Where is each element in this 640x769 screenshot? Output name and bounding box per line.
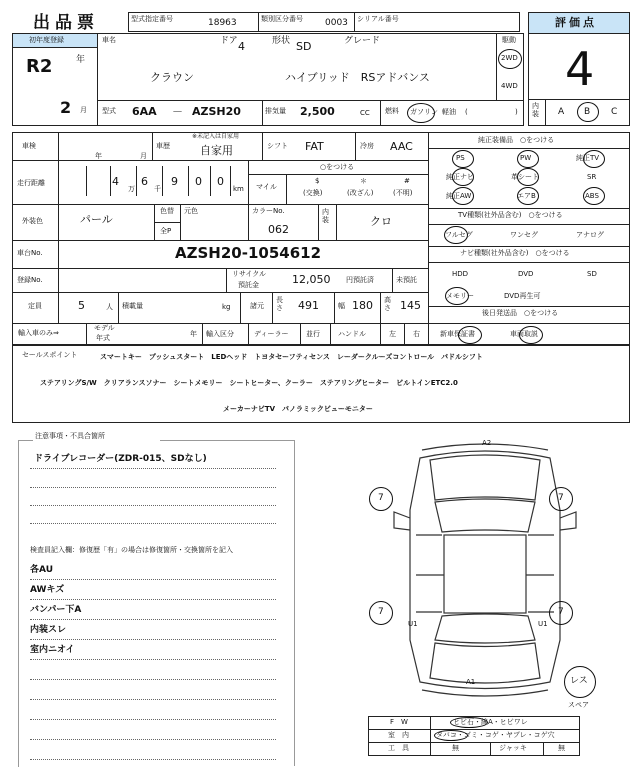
category-label: 類別区分番号 xyxy=(261,15,303,23)
mileage-digit-1: 4 xyxy=(112,175,119,188)
tire-front-right-depth: 7 xyxy=(558,493,564,503)
first-reg-era: R2 xyxy=(26,56,53,77)
category-value: 0003 xyxy=(325,18,348,28)
page-title: 出品票 xyxy=(33,13,99,33)
model-designation-label: 型式指定番号 xyxy=(131,15,173,23)
legend-fw-value: ヒビ石・線A・ヒビワレ xyxy=(453,718,528,726)
header-id-box xyxy=(128,12,520,32)
chassis-number: AZSH20-1054612 xyxy=(175,244,322,262)
notes-title: 注意事項・不具合箇所 xyxy=(35,432,105,440)
mileage-digit-2: 6 xyxy=(141,175,148,188)
vehicle-width: 180 xyxy=(352,299,373,312)
inspector-note-2: AWキズ xyxy=(30,585,65,595)
navi-sd: SD xyxy=(587,270,597,278)
legend-tools-value: 無 xyxy=(452,744,459,752)
selling-points-line-1: スマートキー プッシュスタート LEDヘッド トヨタセーフティセンス レーダークルーズコントロール パドルシフト xyxy=(100,353,483,361)
inspector-note-3: バンパー下A xyxy=(30,605,82,615)
equip-navi: 純正ナビ xyxy=(446,173,474,181)
model-designation-value: 18963 xyxy=(208,18,237,28)
vehicle-height: 145 xyxy=(400,299,421,312)
seating-capacity: 5 xyxy=(78,299,85,312)
equip-pw: PW xyxy=(520,154,532,162)
tv-analog: アナログ xyxy=(576,231,604,239)
recycle-status: 円預託済 xyxy=(346,276,374,284)
tv-fullseg: フルセグ xyxy=(445,231,473,239)
recycle-fee: 12,050 xyxy=(292,273,331,286)
drive-2wd: 2WD xyxy=(501,54,518,62)
notes-line-1: ドライブレコーダー(ZDR-015、SDなし) xyxy=(34,454,207,464)
navi-memory: メモリー xyxy=(446,292,474,300)
shift-type: FAT xyxy=(305,140,324,153)
interior-grade-b: B xyxy=(584,107,591,117)
tv-type-title: TV種類(社外品含む) ○をつける xyxy=(458,211,563,219)
first-reg-label: 初年度登録 xyxy=(29,36,64,44)
score-value: 4 xyxy=(565,42,595,96)
interior-grade-a: A xyxy=(558,107,565,117)
equip-leather: 革シート xyxy=(511,173,539,181)
equip-abs: ABS xyxy=(585,192,599,200)
color-number: 062 xyxy=(268,223,289,236)
selling-points-line-2: ステアリングS/W クリアランスソナー シートメモリー シートヒーター、クーラー ステアリングヒーター ビルトインETC2.0 xyxy=(40,379,458,387)
inspector-note-1: 各AU xyxy=(30,565,53,575)
model-prefix: 6AA xyxy=(132,105,157,118)
navi-hdd: HDD xyxy=(452,270,469,278)
equip-airbag: エアB xyxy=(517,192,536,200)
displacement: 2,500 xyxy=(300,105,335,118)
navi-type-title: ナビ種類(社外品含む) ○をつける xyxy=(460,249,570,257)
vehicle-length: 491 xyxy=(298,299,319,312)
serial-label: シリアル番号 xyxy=(357,15,399,23)
inspector-note-4: 内装スレ xyxy=(30,625,67,635)
tire-rear-right-depth: 7 xyxy=(558,607,564,617)
later-shipping-title: 後日発送品 ○をつける xyxy=(482,309,559,317)
tire-rear-left-depth: 7 xyxy=(378,607,384,617)
mileage-digit-3: 9 xyxy=(171,175,178,188)
equipment-title: 純正装備品 ○をつける xyxy=(478,136,555,144)
selling-points-label: セールスポイント xyxy=(22,351,78,359)
damage-u1-left: U1 xyxy=(408,620,418,628)
mileage-digit-4: 0 xyxy=(195,175,202,188)
inspector-notes-title: 検査員記入欄：修復歴「有」の場合は修復箇所・交換箇所を記入 xyxy=(30,546,233,554)
later-manual: 車両取説 xyxy=(510,330,538,338)
body-shape: SD xyxy=(296,40,312,53)
damage-u1-right: U1 xyxy=(538,620,548,628)
fuel-type: ガソリン xyxy=(410,108,438,116)
equip-ps: PS xyxy=(456,154,465,162)
navi-dvd: DVD xyxy=(518,270,534,278)
vehicle-history: 自家用 xyxy=(200,144,233,157)
car-damage-diagram xyxy=(360,440,610,700)
door-count: 4 xyxy=(238,40,245,53)
inspector-note-5: 室内ニオイ xyxy=(30,645,75,655)
vehicle-grade: ハイブリッド RSアドバンス xyxy=(285,71,430,84)
vehicle-name: クラウン xyxy=(150,71,194,84)
exterior-color: パール xyxy=(80,213,113,226)
first-reg-month: 2 xyxy=(60,98,72,117)
navi-dvd-play: DVD再生可 xyxy=(504,292,541,300)
later-warranty: 新車保証書 xyxy=(440,330,475,338)
tire-front-left-depth: 7 xyxy=(378,493,384,503)
equip-tv: 純正TV xyxy=(576,154,600,162)
interior-grade-c: C xyxy=(611,107,618,117)
legend-interior-value: タバコ・ゴミ・コゲ・ヤブレ・コゲ穴 xyxy=(436,731,555,739)
equip-sr: SR xyxy=(587,173,597,181)
spare-status: レス xyxy=(570,676,588,686)
interior-color: クロ xyxy=(370,215,392,228)
tv-oneseg: ワンセグ xyxy=(510,231,538,239)
selling-points-line-3: メーカーナビTV パノラミックビューモニター xyxy=(223,405,373,413)
mileage-digit-5: 0 xyxy=(217,175,224,188)
legend-jack-value: 無 xyxy=(558,744,565,752)
drive-4wd: 4WD xyxy=(501,82,518,90)
damage-a2-front: A2 xyxy=(482,439,492,447)
score-label: 評価点 xyxy=(555,16,597,29)
model-code: AZSH20 xyxy=(192,105,241,118)
equip-aw: 純正AW xyxy=(446,192,472,200)
damage-a1-rear: A1 xyxy=(466,678,476,686)
ac-type: AAC xyxy=(390,140,413,153)
